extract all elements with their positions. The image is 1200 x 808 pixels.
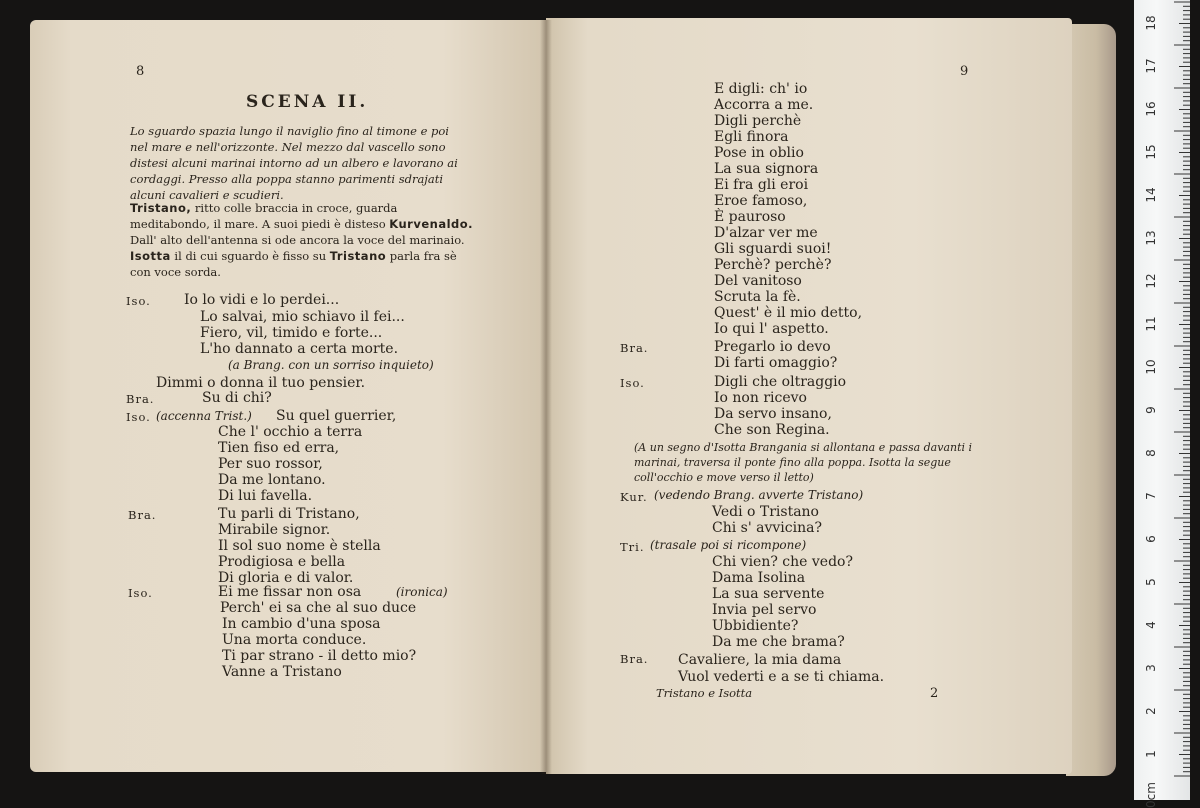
ruler-number: 7 [1144, 491, 1158, 500]
stage-direction: (A un segno d'Isotta Brangania si allontana e passa davanti i marinai, traversa il ponte fino alla poppa. Isotta la segue coll'occhio e move verso il letto) [634, 441, 973, 484]
stage-aside: (a Brang. con un sorriso inquieto) [228, 358, 434, 372]
verse-line: Tu parli di Tristano, [218, 506, 360, 522]
verse-line: Ubbidiente? [712, 618, 799, 634]
verse-line: La sua signora [714, 161, 819, 177]
stage-direction: Lo sguardo spazia lungo il naviglio fino al timone e poi nel mare e nell'orizzonte. Nel mezzo dal vascello sono distesi alcuni marinai intorno ad un albero e lavorano ai cordaggi. Presso alla poppa stanno parimenti sdrajati alcuni cavalieri e scudieri. [130, 124, 458, 202]
verse-line: Quest' è il mio detto, [714, 305, 863, 321]
character-name: Kurvenaldo. [389, 217, 474, 231]
verse-line: Per suo rossor, [218, 456, 323, 472]
stage-aside: (vedendo Brang. avverte Tristano) [654, 488, 864, 502]
verse-line: Da me che brama? [712, 634, 845, 650]
verse-line: Eroe famoso, [714, 193, 808, 209]
verse-line: Digli che oltraggio [714, 374, 847, 390]
character-name: Tristano, [130, 201, 192, 215]
page-stack-edge [1066, 24, 1116, 776]
right-page [546, 18, 1072, 774]
verse-line: Digli perchè [714, 113, 802, 129]
speaker-label: Bra. [620, 652, 649, 666]
verse-line: Lo salvai, mio schiavo il fei... [200, 309, 405, 325]
verse-line: Che son Regina. [714, 422, 830, 438]
signature-mark: 2 [930, 686, 939, 701]
verse-line: Ei fra gli eroi [714, 177, 809, 193]
ruler-number: 14 [1144, 186, 1158, 203]
speaker-label: Bra. [128, 508, 157, 522]
verse-line: Pose in oblio [714, 145, 804, 161]
left-page [30, 20, 546, 772]
verse-line: Egli finora [714, 129, 789, 145]
stage-aside: (ironica) [396, 585, 448, 599]
ruler-number: 9 [1144, 405, 1158, 414]
ruler-ticks [1134, 0, 1190, 800]
ruler-number: 3 [1144, 663, 1158, 672]
stage-aside: (trasale poi si ricompone) [650, 538, 807, 552]
speaker-label: Iso. [126, 294, 151, 308]
book-spine [540, 20, 552, 774]
speaker-label: Iso. [126, 410, 151, 424]
verse-line: Una morta conduce. [222, 632, 367, 648]
verse-line: Chi vien? che vedo? [712, 554, 853, 570]
verse-line: Io qui l' aspetto. [714, 321, 829, 337]
verse-line: Che l' occhio a terra [218, 424, 363, 440]
ruler-number: 11 [1144, 315, 1158, 332]
verse-line: Tien fiso ed erra, [218, 440, 340, 456]
verse-line: Pregarlo io devo [714, 339, 831, 355]
verse-line: Perchè? perchè? [714, 257, 832, 273]
verse-line: Da servo insano, [714, 406, 832, 422]
ruler-number: 6 [1144, 534, 1158, 543]
speaker-label: Iso. [620, 376, 645, 390]
verse-line: Mirabile signor. [218, 522, 331, 538]
verse-line: Del vanitoso [714, 273, 802, 289]
verse-line: Di farti omaggio? [714, 355, 838, 371]
speaker-label: Bra. [620, 341, 649, 355]
scene-title: SCENA II. [246, 92, 369, 112]
ruler-number: 5 [1144, 577, 1158, 586]
ruler-number: 13 [1144, 229, 1158, 246]
left-page-number: 8 [136, 64, 145, 79]
ruler-number: 8 [1144, 448, 1158, 457]
verse-line: Fiero, vil, timido e forte... [200, 325, 383, 341]
verse-line: Da me lontano. [218, 472, 326, 488]
ruler-number: 10 [1144, 358, 1158, 375]
verse-line: Di lui favella. [218, 488, 313, 504]
speaker-label: Kur. [620, 490, 648, 504]
verse-line: D'alzar ver me [714, 225, 818, 241]
verse-line: Su di chi? [202, 390, 272, 406]
ruler-number: 16 [1144, 100, 1158, 117]
verse-line: Scruta la fè. [714, 289, 801, 305]
character-name: Isotta [130, 249, 171, 263]
verse-line: E digli: ch' io [714, 81, 808, 97]
verse-line: Su quel guerrier, [276, 408, 397, 424]
speaker-label: Iso. [128, 586, 153, 600]
speaker-label: Bra. [126, 392, 155, 406]
verse-line: Prodigiosa e bella [218, 554, 346, 570]
ruler-number: 17 [1144, 57, 1158, 74]
ruler-number: 18 [1144, 14, 1158, 31]
verse-line: Perch' ei sa che al suo duce [220, 600, 417, 616]
ruler-number: 15 [1144, 143, 1158, 160]
verse-line: Gli sguardi suoi! [714, 241, 832, 257]
ruler-number: 0cm [1144, 781, 1158, 808]
stage-aside: (accenna Trist.) [156, 409, 252, 423]
right-page-number: 9 [960, 64, 969, 79]
verse-line: In cambio d'una sposa [222, 616, 381, 632]
verse-line: Di gloria e di valor. [218, 570, 354, 586]
running-footer: Tristano e Isotta [656, 686, 753, 700]
verse-line: Dimmi o donna il tuo pensier. [156, 375, 366, 391]
character-name: Tristano [329, 249, 387, 263]
verse-line: Io lo vidi e lo perdei... [184, 292, 340, 308]
ruler-number: 12 [1144, 272, 1158, 289]
verse-line: Invia pel servo [712, 602, 817, 618]
verse-line: Vuol vederti e a se ti chiama. [678, 669, 885, 685]
verse-line: Ei me fissar non osa [218, 584, 362, 600]
verse-line: Dama Isolina [712, 570, 806, 586]
verse-line: Vanne a Tristano [222, 664, 342, 680]
ruler-number: 1 [1144, 749, 1158, 758]
speaker-label: Tri. [620, 540, 645, 554]
verse-line: La sua servente [712, 586, 825, 602]
verse-line: È pauroso [714, 209, 786, 225]
verse-line: Vedi o Tristano [712, 504, 819, 520]
verse-line: L'ho dannato a certa morte. [200, 341, 399, 357]
verse-line: Accorra a me. [714, 97, 814, 113]
scene-description: Tristano, ritto colle braccia in croce, guarda meditabondo, il mare. A suoi piedi è disteso Kurvenaldo. Dall' alto dell'antenna si ode ancora la voce del marinaio. Isotta il di cui sguardo è fisso su Tristano parla fra sè con voce sorda. [130, 201, 474, 279]
verse-line: Io non ricevo [714, 390, 807, 406]
verse-line: Ti par strano - il detto mio? [222, 648, 417, 664]
verse-line: Cavaliere, la mia dama [678, 652, 842, 668]
verse-line: Il sol suo nome è stella [218, 538, 381, 554]
ruler-number: 4 [1144, 620, 1158, 629]
ruler-number: 2 [1144, 706, 1158, 715]
measuring-ruler [1134, 0, 1190, 808]
verse-line: Chi s' avvicina? [712, 520, 822, 536]
